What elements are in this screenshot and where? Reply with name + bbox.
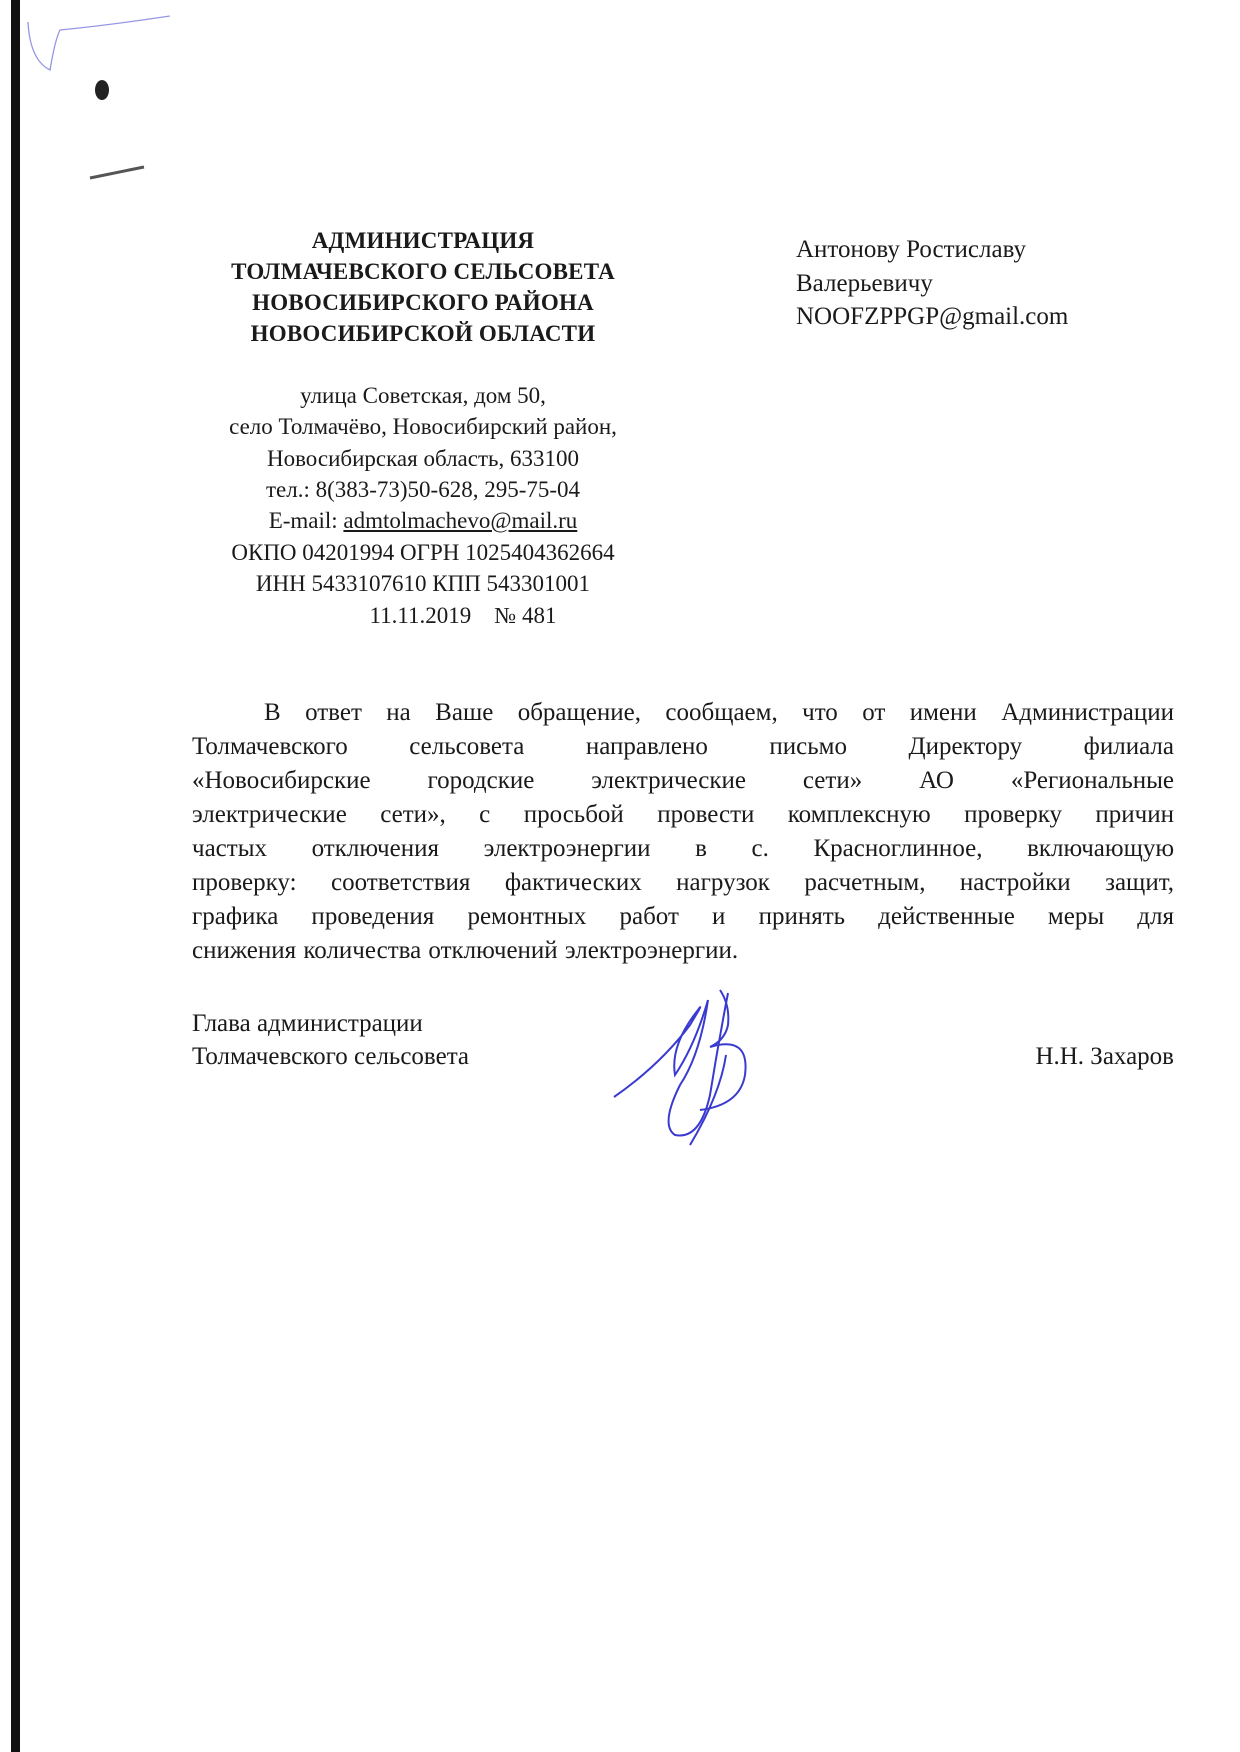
body-line: Толмачевского сельсовета направлено письмо Директору филиала bbox=[192, 733, 1174, 760]
letter-date: 11.11.2019 bbox=[369, 603, 472, 628]
scan-marks bbox=[0, 0, 260, 200]
email-line bbox=[140, 508, 706, 534]
address-line: село Толмачёво, Новосибирский район, bbox=[229, 414, 617, 439]
letter-number: № 481 bbox=[494, 603, 557, 628]
body-line: проверку: соответствия фактических нагрузок расчетным, настройки защит, bbox=[192, 869, 1174, 896]
body-line: снижения количества отключений электроэнергии. bbox=[192, 937, 739, 964]
handwritten-signature bbox=[600, 985, 830, 1150]
addressee-email: NOOFZPPGP@gmail.com bbox=[796, 303, 1069, 330]
header-line: ТОЛМАЧЕВСКОГО СЕЛЬСОВЕТА bbox=[231, 259, 615, 284]
email-label: E-mail: bbox=[268, 508, 338, 533]
address-line: улица Советская, дом 50, bbox=[300, 383, 546, 408]
body-line: В ответ на Ваше обращение, сообщаем, что от имени Администрации bbox=[264, 699, 1174, 726]
body-line: графика проведения ремонтных работ и принять действенные меры для bbox=[192, 903, 1174, 930]
addressee-line: Валерьевичу bbox=[796, 270, 933, 297]
email-link[interactable]: admtolmachevo@mail.ru bbox=[343, 508, 578, 533]
codes-line: ИНН 5433107610 КПП 543301001 bbox=[255, 571, 591, 596]
signatory-title: Толмачевского сельсовета bbox=[192, 1043, 470, 1070]
signatory-name: Н.Н. Захаров bbox=[1035, 1043, 1174, 1070]
addressee-line: Антонову Ростиславу bbox=[796, 236, 1027, 263]
header-line: НОВОСИБИРСКОЙ ОБЛАСТИ bbox=[250, 321, 596, 346]
header-line: АДМИНИСТРАЦИЯ bbox=[311, 228, 535, 253]
header-line: НОВОСИБИРСКОГО РАЙОНА bbox=[252, 290, 594, 315]
phone-line: тел.: 8(383-73)50-628, 295-75-04 bbox=[265, 477, 581, 502]
body-line: частых отключения электроэнергии в с. Красноглинное, включающую bbox=[192, 835, 1174, 862]
signatory-title: Глава администрации bbox=[192, 1010, 423, 1037]
date-number-line bbox=[180, 603, 746, 629]
address-line: Новосибирская область, 633100 bbox=[266, 446, 580, 471]
body-line: «Новосибирские городские электрические сети» АО «Региональные bbox=[192, 767, 1174, 794]
scan-edge bbox=[11, 0, 20, 1752]
body-line: электрические сети», с просьбой провести комплексную проверку причин bbox=[192, 801, 1174, 828]
codes-line: ОКПО 04201994 ОГРН 1025404362664 bbox=[231, 540, 615, 565]
